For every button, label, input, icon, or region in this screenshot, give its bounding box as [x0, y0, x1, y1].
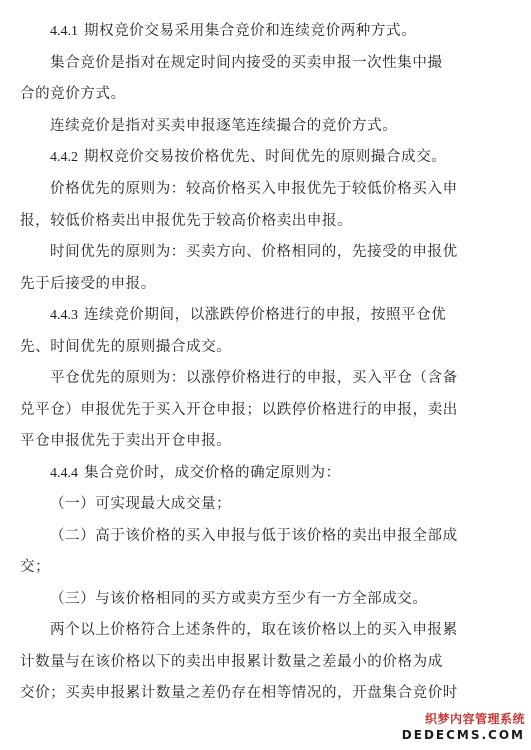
line-text: 时间优先的原则为：买卖方向、价格相同的，先接受的申报优	[50, 244, 458, 260]
line-text: 价格优先的原则为：较高价格买入申报优先于较低价格买入申	[50, 181, 458, 197]
paragraph-line	[0, 52, 531, 74]
line-text: （三）与该价格相同的买方或卖方至少有一方全部成交。	[50, 591, 428, 607]
paragraph-line	[0, 210, 531, 232]
clause-4-4-2-heading	[0, 146, 531, 169]
paragraph-line	[0, 430, 531, 452]
line-text: 合的竞价方式。	[20, 86, 126, 102]
clause-text: 期权竞价交易采用集合竞价和连续竞价两种方式。	[84, 23, 417, 39]
line-text: （二）高于该价格的买入申报与低于该价格的卖出申报全部成	[50, 528, 458, 544]
paragraph-line	[0, 115, 531, 137]
clause-number: 4.4.4	[50, 466, 78, 481]
clause-text: 连续竞价期间，以涨跌停价格进行的申报，按照平仓优	[84, 307, 447, 323]
list-item	[0, 525, 531, 547]
clause-4-4-3-heading	[0, 304, 531, 327]
line-text: 两个以上价格符合上述条件的，取在该价格以上的买入申报累	[50, 622, 458, 638]
clause-number: 4.4.1	[50, 24, 78, 39]
clause-text: 期权竞价交易按价格优先、时间优先的原则撮合成交。	[84, 149, 447, 165]
paragraph-line	[0, 556, 531, 578]
paragraph-line	[0, 336, 531, 358]
paragraph-line	[0, 241, 531, 263]
line-text: 先于后接受的申报。	[20, 276, 156, 292]
paragraph-line	[0, 651, 531, 673]
line-text: 平仓优先的原则为：以涨停价格进行的申报，买入平仓（含备	[50, 370, 458, 386]
line-text: 报，较低价格卖出申报优先于较高价格卖出申报。	[20, 213, 353, 229]
list-item	[0, 493, 531, 515]
line-text: 连续竞价是指对买卖申报逐笔连续撮合的竞价方式。	[50, 118, 398, 134]
paragraph-line	[0, 367, 531, 389]
watermark-text-cn: 织梦内容管理系统	[424, 712, 525, 726]
line-text: 兑平仓）申报优先于买入开仓申报；以跌停价格进行的申报，卖出	[20, 402, 458, 418]
paragraph-line	[0, 178, 531, 200]
paragraph-line	[0, 682, 531, 704]
clause-number: 4.4.3	[50, 308, 78, 323]
watermark-text-en: DEDECMS.COM	[401, 728, 525, 742]
list-item	[0, 588, 531, 610]
paragraph-line	[0, 399, 531, 421]
line-text: 平仓申报优先于卖出开仓申报。	[20, 433, 232, 449]
line-text: （一）可实现最大成交量；	[50, 496, 232, 512]
clause-number: 4.4.2	[50, 150, 78, 165]
watermark-logo	[401, 710, 525, 746]
clause-4-4-1-heading	[0, 20, 531, 43]
clause-text: 集合竞价时，成交价格的确定原则为：	[84, 465, 341, 481]
line-text: 计数量与在该价格以下的卖出申报累计数量之差最小的价格为成	[20, 654, 443, 670]
paragraph-line	[0, 83, 531, 105]
line-text: 交；	[20, 559, 51, 575]
line-text: 交价；买卖申报累计数量之差仍存在相等情况的，开盘集合竞价时	[20, 685, 458, 701]
line-text: 集合竞价是指对在规定时间内接受的买卖申报一次性集中撮	[50, 55, 443, 71]
clause-4-4-4-heading	[0, 462, 531, 485]
line-text: 先、时间优先的原则撮合成交。	[20, 339, 232, 355]
paragraph-line	[0, 273, 531, 295]
paragraph-line	[0, 619, 531, 641]
